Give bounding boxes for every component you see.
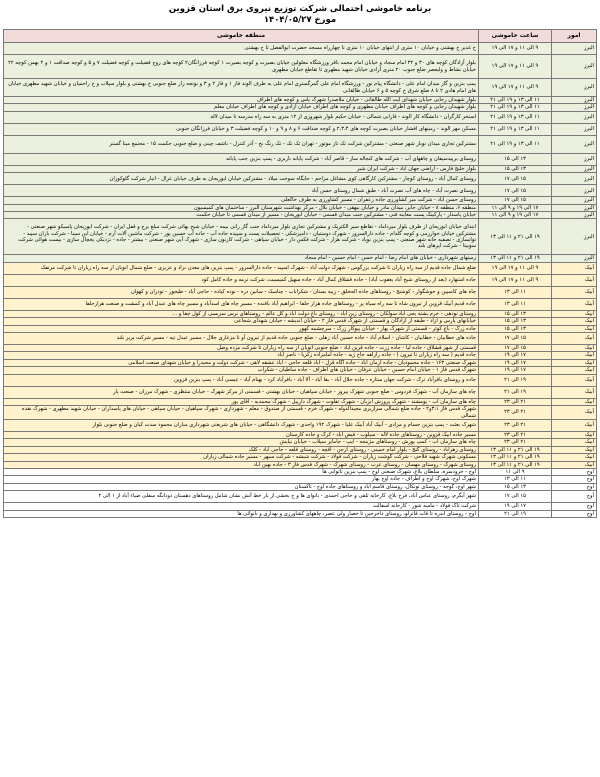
region-cell: آبیک: [552, 398, 597, 405]
time-cell: ۱۱ الی ۱۳: [479, 286, 552, 298]
table-row: [4, 398, 597, 405]
region-cell: آبیک: [552, 345, 597, 352]
table-row: [4, 483, 597, 490]
area-cell: آوج - خرودسره، سلطان بلاغ، شهرک صنعتی آوج - پمپ بنزین ناتوانی ها: [4, 468, 479, 475]
time-cell: ۹ الی ۱۱ و ۱۷ الی ۱۹: [479, 79, 552, 97]
table-row: [4, 352, 597, 359]
table-row: [4, 298, 597, 310]
region-cell: آبیک: [552, 298, 597, 310]
region-cell: آبیک: [552, 439, 597, 446]
table-row: [4, 325, 597, 332]
region-cell: آبیک: [552, 419, 597, 431]
time-cell: ۱۳ الی ۱۵: [479, 153, 552, 165]
table-row: [4, 55, 597, 79]
time-cell: ۱۱ الی ۱۳: [479, 298, 552, 310]
column-header-time: ساعت خاموشی: [479, 30, 552, 43]
area-cell: جاده قدیم ( سه راه زیاران تا تیرون ) - جاده رازلقه حاج ژیه - جاده امامزاده زکریا - ناصر آباد: [4, 352, 479, 359]
time-cell: ۱۵ الی ۱۷: [479, 333, 552, 345]
time-cell: ۹ الی ۱۱ و ۱۷ الی ۱۹: [479, 262, 552, 274]
table-row: [4, 123, 597, 135]
table-row: [4, 461, 597, 468]
region-cell: البرز: [552, 165, 597, 172]
time-cell: ۱۷ الی ۱۹: [479, 503, 552, 510]
time-cell: ۱۱ الی ۱۳ و ۱۹ الی ۲۱: [479, 111, 552, 123]
region-cell: آبیک: [552, 454, 597, 461]
table-row: [4, 97, 597, 104]
area-cell: روستای نصرت آباد - چاه های آب نصرت آباد - طبق شمال روستای حسن آباد: [4, 185, 479, 197]
region-cell: البرز: [552, 212, 597, 219]
region-cell: آبیک: [552, 431, 597, 438]
time-cell: ۱۱ الی ۱۳: [479, 476, 552, 483]
region-cell: البرز: [552, 97, 597, 104]
time-cell: ۲۱ الی ۲۳: [479, 439, 552, 446]
region-cell: البرز: [552, 55, 597, 79]
region-cell: البرز: [552, 197, 597, 204]
table-row: [4, 165, 597, 172]
time-cell: ۱۹ الی ۲۱: [479, 510, 552, 517]
area-cell: شهرک بعثت - پمپ بنزین حسام و مرادی - آبیک آباد آبیک علیا - شهرک ۱۹۲ واحدی - شهرک دانشگاهی - خیابان های شریعتی شهرداری مباران محمود سدت کیان و ضلع جنوبی بلوار: [4, 419, 479, 431]
region-cell: البرز: [552, 255, 597, 262]
table-row: [4, 510, 597, 517]
time-cell: ۱۳ الی ۱۵: [479, 165, 552, 172]
schedule-date: مورخ ۱۴۰۴/۰۵/۲۷: [263, 15, 337, 25]
time-cell: ۱۷ الی ۱۹ و ۹ الی ۱۱: [479, 212, 552, 219]
area-cell: ابتدای خیابان ابوریحان از طرف بلوار میرداماد - تقاطع سیر الکتریک و مشترکین تجاری بلوار میرداماد جنب گاز رانی بیمه - خیابان شیخ بهائی شرکت مبلغ برج و قفل ایران - شرکت ابوریحان پاسیکو شهر صنعتی - مشترکین خیابان خوارزمی و کوچه گلدام - جاده دارالسرور - شهرک دوستیان - دامپزشکی - تحصیلات پست و سپیده جاده آب - جاده آب حسین پور - شرکت ماشین آلات آرم - خیابان ابن سینا - شرکت باران سپید - توانسازی - تصفیه خانه شهر صنعتی - پمپ بنزین نوپاد - شرکت هزار - شرکت فکس دار - خیابان سپاهی - شرکت کارتون سازی - شهرک آبی شهر صنعتی - بیشتر - جاده - نزدیکی یخچال سازی - بیست هوائی شرکت سوبیتا - شرکت اپرهای بلند: [4, 219, 479, 255]
table-row: [4, 173, 597, 185]
area-cell: بلوار آزادگان کوچه های ۳۰ و ۳۲ امام سجاد و خیابان امام محمد باقر ورزشگاه معلولین خیابان بصیرت و کوچه بصیرت ۱ کوچه فرزانگان۲ کوچه های زوج فضیلت و کوچه فضیلت ۷ و ۵ و کوچه صداقت ۱ و ۲ بهمن کوچه ۲۲ خیابان نشاط و ولیعصر ضلع جنوب ۲۰ متری آزادی خیابان شهید مطهری تا تقاطع خیابان مطهری: [4, 55, 479, 79]
table-row: [4, 318, 597, 325]
region-cell: آبیک: [552, 386, 597, 398]
time-cell: ۱۳ الی ۱۵: [479, 325, 552, 332]
table-row: [4, 185, 597, 197]
area-cell: روستای شهرک - روستای مهسان - روستای عرب - روستای شهرک - شهرک قدس فاز ۳ - جاده بهین آباد: [4, 461, 479, 468]
time-cell: ۲۱ الی ۲۳: [479, 406, 552, 420]
time-cell: ۱۷ الی ۱۹: [479, 359, 552, 366]
page-title: برنامه خاموشی احتمالی شرکت توزیع نیروی برق استان قزوین: [168, 4, 432, 14]
region-cell: آبیک: [552, 461, 597, 468]
region-cell: آوج: [552, 476, 597, 483]
area-cell: بلوار شهیدان رجایی خیابان شهدای آیت الله طالقانی - خیابان ملاصدرا شهرک یاس و کوچه های اطراف: [4, 97, 479, 104]
time-cell: ۱۵ الی ۱۷: [479, 197, 552, 204]
area-cell: قسمتی از شهر قشلاق - جاده لیا - جاده زرت - جاده قرین آباد - ضلع جنوبی اتوبان از سه راه زیاران تا شرکت مزده وصل: [4, 345, 479, 352]
table-row: [4, 359, 597, 366]
area-cell: مسکونی شهرک شهید فلاحی - شرکت گوشت زیاران - شرکت فولاد - شرکت شیشه - شرکت سپهر - مسیر جاده شمالی زیاران: [4, 454, 479, 461]
table-row: [4, 406, 597, 420]
time-cell: ۹ الی ۱۱ و ۱۷ الی ۱۹: [479, 274, 552, 286]
table-row: [4, 204, 597, 211]
table-row: [4, 476, 597, 483]
region-cell: البرز: [552, 123, 597, 135]
table-row: [4, 135, 597, 153]
table-row: [4, 439, 597, 446]
table-row: [4, 446, 597, 453]
table-row: [4, 212, 597, 219]
table-row: [4, 386, 597, 398]
region-cell: البرز: [552, 173, 597, 185]
time-cell: ۱۱ الی ۱۳ و ۱۹ الی ۲۱: [479, 104, 552, 111]
outage-table: [3, 29, 597, 518]
region-cell: البرز: [552, 104, 597, 111]
time-cell: ۱۱ الی ۱۳ و ۱۹ الی ۲۱: [479, 135, 552, 153]
region-cell: البرز: [552, 185, 597, 197]
table-row: [4, 274, 597, 286]
region-cell: آبیک: [552, 352, 597, 359]
region-cell: آبیک: [552, 318, 597, 325]
area-cell: شهر آوج، گوجه - روستای تونکال، روستای قاسم آباد و روستاهای جاده آوج - تاکستان: [4, 483, 479, 490]
area-cell: جاده اشتهارد (بعد از روستای شیخ آباد یعقوب آباد) - جاده قشلاق کمال آباد - جاده سهیل کمیسیت، شرکت ترمه و جاده کامل کود: [4, 274, 479, 286]
region-cell: آبیک: [552, 406, 597, 420]
region-cell: آبیک: [552, 446, 597, 453]
region-cell: آبیک: [552, 367, 597, 374]
area-cell: خ غدیر خ بهشتی و خیابان ۱۰ متری از انتهای خیابان ۱۰ متری تا چهارراه مسجد حضرت ابوالفضل تا خ بهشتی: [4, 43, 479, 55]
area-cell: شهرک صنعتی ۱۶۳ - جاده محمودیان - جاده آرمان آباد - جاده آگاه قزل - آباد قلعه حاجی - آباد عشقه لاهی - شرکت دولت و محیدرا و خیابان شهدای صنعت اسلامی: [4, 359, 479, 366]
table-row: [4, 153, 597, 165]
time-cell: ۱۹ الی ۲۱: [479, 386, 552, 398]
time-cell: ۲۱ الی ۲۳: [479, 398, 552, 405]
time-cell: ۲۱ الی ۲۳: [479, 431, 552, 438]
table-row: [4, 503, 597, 510]
region-cell: آبیک: [552, 325, 597, 332]
table-row: [4, 468, 597, 475]
table-row: [4, 43, 597, 55]
table-row: [4, 255, 597, 262]
table-row: [4, 345, 597, 352]
table-row: [4, 111, 597, 123]
time-cell: ۱۷ الی ۱۹ و ۹ الی ۱۱: [479, 204, 552, 211]
area-cell: چاه های سازمان آب - کمپ پوزش - روستاهای مژینجه - ایپ - جامایر سپلاب - خیابان نیایش: [4, 439, 479, 446]
table-row: [4, 367, 597, 374]
time-cell: ۲۱ الی ۲۳: [479, 419, 552, 431]
region-cell: البرز: [552, 43, 597, 55]
table-row: [4, 310, 597, 317]
region-cell: البرز: [552, 135, 597, 153]
area-cell: خیابانهای پارس و آزاد - طبقه از آزادگان و قسمتی از شهرک قدس فاز ۲ - خیابان اندیشه - خیابان شهدای شجاعی: [4, 318, 479, 325]
time-cell: ۱۹ الی ۲۱ و ۱۱ الی ۱۳: [479, 219, 552, 255]
area-cell: بلوار شهیدان رجایی و کوچه های اطراف خیابان مطهری و کوچه های اطراف خیابان آزادی و کوچه های اطراف خیابان معلم: [4, 104, 479, 111]
time-cell: ۱۷ الی ۱۹: [479, 367, 552, 374]
area-cell: روستای برپیدسیفان و چاههای آب - شرکت های کنجاله ساز - قاصر آباد - شرکت پایانه باربری - پمپ بنزین جنب پایانه: [4, 153, 479, 165]
table-row: [4, 262, 597, 274]
area-cell: زمینهای شهرداری - خیابان های امام رضا - امام حسن - امام حسین - امام سجاد: [4, 255, 479, 262]
area-cell: شهرک قدس فاز ۳،۱و۲ - جاده ضلع شمالی سرازیری مجیدالدوله - شهرک خرم - قسمتی از صندوق - معلم - شهرداری - شهرک سپاهیان - خیابان سپاهی - خیابان های پاسداران - خیابان شهید مطهری - شهرک نقده شمالی: [4, 406, 479, 420]
area-cell: شهرک قدس فاز ۱ - خیابان امام حسین - خیابان عرفان - خیابان های اطراف - جاده ساطیان - شکراب: [4, 367, 479, 374]
region-cell: آوج: [552, 491, 597, 503]
region-cell: آبیک: [552, 286, 597, 298]
region-cell: آوج: [552, 468, 597, 475]
area-cell: چاه های سازمان آب - پومشند - شهرک پرورش آبزیان - شهرک تفلوت - شهرک دارپیل - شهرک محمدیه - آقای پور: [4, 398, 479, 405]
region-cell: البرز: [552, 79, 597, 97]
area-cell: مشترکین تجاری میدان نوبار شهر صنعتی - مشترکین شرکت تک تاز موتور - تهران تک تک - تک رنگ نخ - آذر کنترل - ناشف چینی و ضلع جنوبی حکمت ۱۵ - مجتمع مینا گستر: [4, 135, 479, 153]
area-cell: شهرک آوج، شهرک آوج و اطراف - جاده آوج بهار: [4, 476, 479, 483]
time-cell: ۱۵ الی ۱۷: [479, 185, 552, 197]
area-cell: ضلع شمال جاده قدیم از سه راه زیاران تا شرکت بزرگوس - شهرک دولت آباد - شهرک اسپید - جاده دارالسرور - پمپ بنزین های معدن نزاد و عزیزی - ضلع شمال اتوبان از سه راه زیاران تا شرکت مرتفک: [4, 262, 479, 274]
area-cell: جاده زرک - باغ کوثر - قسمتی از شهرک بهار - خیابان پیوکار زرک - سرچشمه کهور: [4, 325, 479, 332]
region-cell: البرز: [552, 204, 597, 211]
area-cell: جاده و روستای بافرآباد ترک - شرکت جهان ستاره - جاده حلال آباد - بقا آباد - آلا آباد - بافرآباد کرد - بهنام آباد - عیسی آباد - پمپ بنزین قزوین: [4, 374, 479, 386]
area-cell: مسیر جاده آبیک قزوین - روستاهای جاده لاله - سیلوب - فیض آباد - کرک و جاده کارستان: [4, 431, 479, 438]
table-row: [4, 104, 597, 111]
time-cell: ۱۹ الی ۲۱ و ۱۱ الی ۱۳: [479, 454, 552, 461]
region-cell: البرز: [552, 153, 597, 165]
time-cell: ۱۵ الی ۱۷: [479, 173, 552, 185]
time-cell: ۱۱ الی ۱۳ و ۱۹ الی ۲۱: [479, 97, 552, 104]
region-cell: آبیک: [552, 310, 597, 317]
area-cell: چاه های کاسپین و خوشگوار - کوشنج - روستاهای جاده الجخلق - زیبه بستان - شکراباب - چناسک - سانین دره - نوده کیاده - حاجی آباد - طیجور - تودزان و کهوان: [4, 286, 479, 298]
column-header-region: امور: [552, 30, 597, 43]
region-cell: البرز: [552, 219, 597, 255]
table-row: [4, 374, 597, 386]
area-cell: مسکن مهر الوند - زمینهای افشار خیابان بصیرت کوچه های ۲،۳،۴ و کوچه صداقت ۶ و ۸ و ۹ و ۱۰ و کوچه فضیلت ۳ و خیابان فرزانگان جنوبی: [4, 123, 479, 135]
time-cell: ۹ الی ۱۱ و ۱۷ الی ۱۹: [479, 55, 552, 79]
table-header-row: [4, 30, 597, 43]
column-header-area: منطقه خاموشی: [4, 30, 479, 43]
time-cell: ۱۷ الی ۱۹: [479, 352, 552, 359]
region-cell: آوج: [552, 483, 597, 490]
region-cell: آبیک: [552, 333, 597, 345]
area-cell: روستای زهرآباد - روستای گنج - بلوار امام خمینی - روستای ارجن - آقچه - روستای قلعه - حاجی آباد - کلک: [4, 446, 479, 453]
area-cell: بلوار خلیج فارس - اراضی جهان آباد - شرکت ایران شیر: [4, 165, 479, 172]
table-row: [4, 419, 597, 431]
table-row: [4, 431, 597, 438]
area-cell: شهر آبگرم، روستای عباس آباد، فرخ بلاغ، کارخانه تلقی و حاجی احمدی - نانوای ها و خ بخشی از بار خط آتش نشان شامل روستاهای دهستان دودانگه سفلی ضیاء آباد از ۱ الی ۲: [4, 491, 479, 503]
time-cell: ۱۹ الی ۲۱ و ۱۱ الی ۱۳: [479, 255, 552, 262]
table-row: [4, 286, 597, 298]
time-cell: ۱۹ الی ۲۱ و ۱۱ الی ۱۳: [479, 461, 552, 468]
region-cell: آبیک: [552, 262, 597, 274]
time-cell: ۱۹ الی ۲۱: [479, 374, 552, 386]
area-cell: منطقه ۶، منطقه ۸ - خیابان جابر، میدان مادر و خیابان بیهقی - خیابان بلال - مرکز بهداشت شهرستان البرز - ساختمان های کمیسیون: [4, 204, 479, 211]
area-cell: شرکت تاک فولاد - ماسه شور - کارخانه آسفالت: [4, 503, 479, 510]
time-cell: ۱۳ الی ۱۵: [479, 310, 552, 317]
region-cell: آبیک: [552, 274, 597, 286]
region-cell: آبیک: [552, 359, 597, 366]
time-cell: ۱۳ الی ۱۵: [479, 483, 552, 490]
table-row: [4, 333, 597, 345]
area-cell: خیابان پاسدار - پارکینگ پست معاینه فنی - مشترکین جنب میدان قسمی - خیابان ابوریحان - مسیر از میدان قسمی تا خیابان حکمت: [4, 212, 479, 219]
time-cell: ۹ الی ۱۱ و ۱۷ الی ۱۹: [479, 43, 552, 55]
table-row: [4, 219, 597, 255]
area-cell: آوج - روستای ابدره تا قات قاترلو، روستای داخرجین تا حصار ولی عصر، چاههای کشاورزی و بهداری و نانوائی ها: [4, 510, 479, 517]
time-cell: ۱۹ الی ۲۱ و ۱۱ الی ۱۳: [479, 446, 552, 453]
area-cell: پمپ بنزین و گاز میدان امام علی - دانشگاه پیام نور - ورزشگاه امام علی گمرگستری امام علی به طرف الوند فاز ۱ و فاز ۲ و ۳ و بوتجه زار ضلع جنوبی خ بهشتی و بلوار سپلاب و خ راحمیان و خیابان شهید مطهری خیابان های امام هادی ۲ تا ۸ ضلع شرق خ کوچه ۵ و ۶ خیابان طالقانی: [4, 79, 479, 97]
time-cell: ۱۵ الی ۱۷: [479, 491, 552, 503]
outage-table-body: [4, 43, 597, 518]
area-cell: روستای حسن آباد - شرکت میر کشاورزی جاده زعفران - مسیر کشاورزی به طرف خاکعلی: [4, 197, 479, 204]
area-cell: استخر کارگران - دانشگاه کار الوند - فارابی شمالی - خیابان حکیم بلوار شهروزی از ۱۲ متری به سه راه مدرسه تا میدان لاله: [4, 111, 479, 123]
area-cell: روستای نودهی - خرم بشته یحی آباد سولکان - روستای زین آباد - روستای باغ دولت آباد و کل عالم - روستاهای نرس سربسی از کول چقا و ...: [4, 310, 479, 317]
table-row: [4, 79, 597, 97]
time-cell: ۱۵ الی ۱۷: [479, 345, 552, 352]
region-cell: آوج: [552, 503, 597, 510]
table-row: [4, 454, 597, 461]
area-cell: روستای کمال آباد - روستای کوچار - مشترکین کارگاهی کوی مشاغل مزاحم - جایگاه سوخت میلاد - مشترکین خیابان ابوریحان به طرف خیابان غزال - انبار شرکت گلوکوزان: [4, 173, 479, 185]
area-cell: جاده های خطابیان - خطابیان - کاشان - اسلام آباد - جاده حسین آباد زهلی - ضلع جنوبی جاده قدیم از تیرون آو تا مزغاری جلال - مسیر عبدل تپه - مسیر شرکت پریر بلند: [4, 333, 479, 345]
region-cell: آوج: [552, 510, 597, 517]
table-row: [4, 491, 597, 503]
time-cell: ۹ الی ۱۱: [479, 468, 552, 475]
region-cell: البرز: [552, 111, 597, 123]
area-cell: چاه های سازمان آب - شهرک فردوس - ضلع جنوبی شهرک پیروز - خیابان سپاهیان - خیابان بهشتی - قسمتی از مرکز شهرک - خیابان منتظری - شهرک مرزان - صنعت یار: [4, 386, 479, 398]
time-cell: ۱۱ الی ۱۳ و ۱۹ الی ۲۱: [479, 123, 552, 135]
time-cell: ۱۳ الی ۱۵: [479, 318, 552, 325]
table-row: [4, 197, 597, 204]
region-cell: آبیک: [552, 374, 597, 386]
area-cell: جاده قدیم آبیک قزوین از تیرون شاه تا سه راه سیاه پر - روستاهای جاده هزار جلفا - ابراهیم آباد بافنده - مسیر چاه های اسدآباد و مسیر چاه های عبدل آباد و کمشت و صنعت هزارجلفا: [4, 298, 479, 310]
